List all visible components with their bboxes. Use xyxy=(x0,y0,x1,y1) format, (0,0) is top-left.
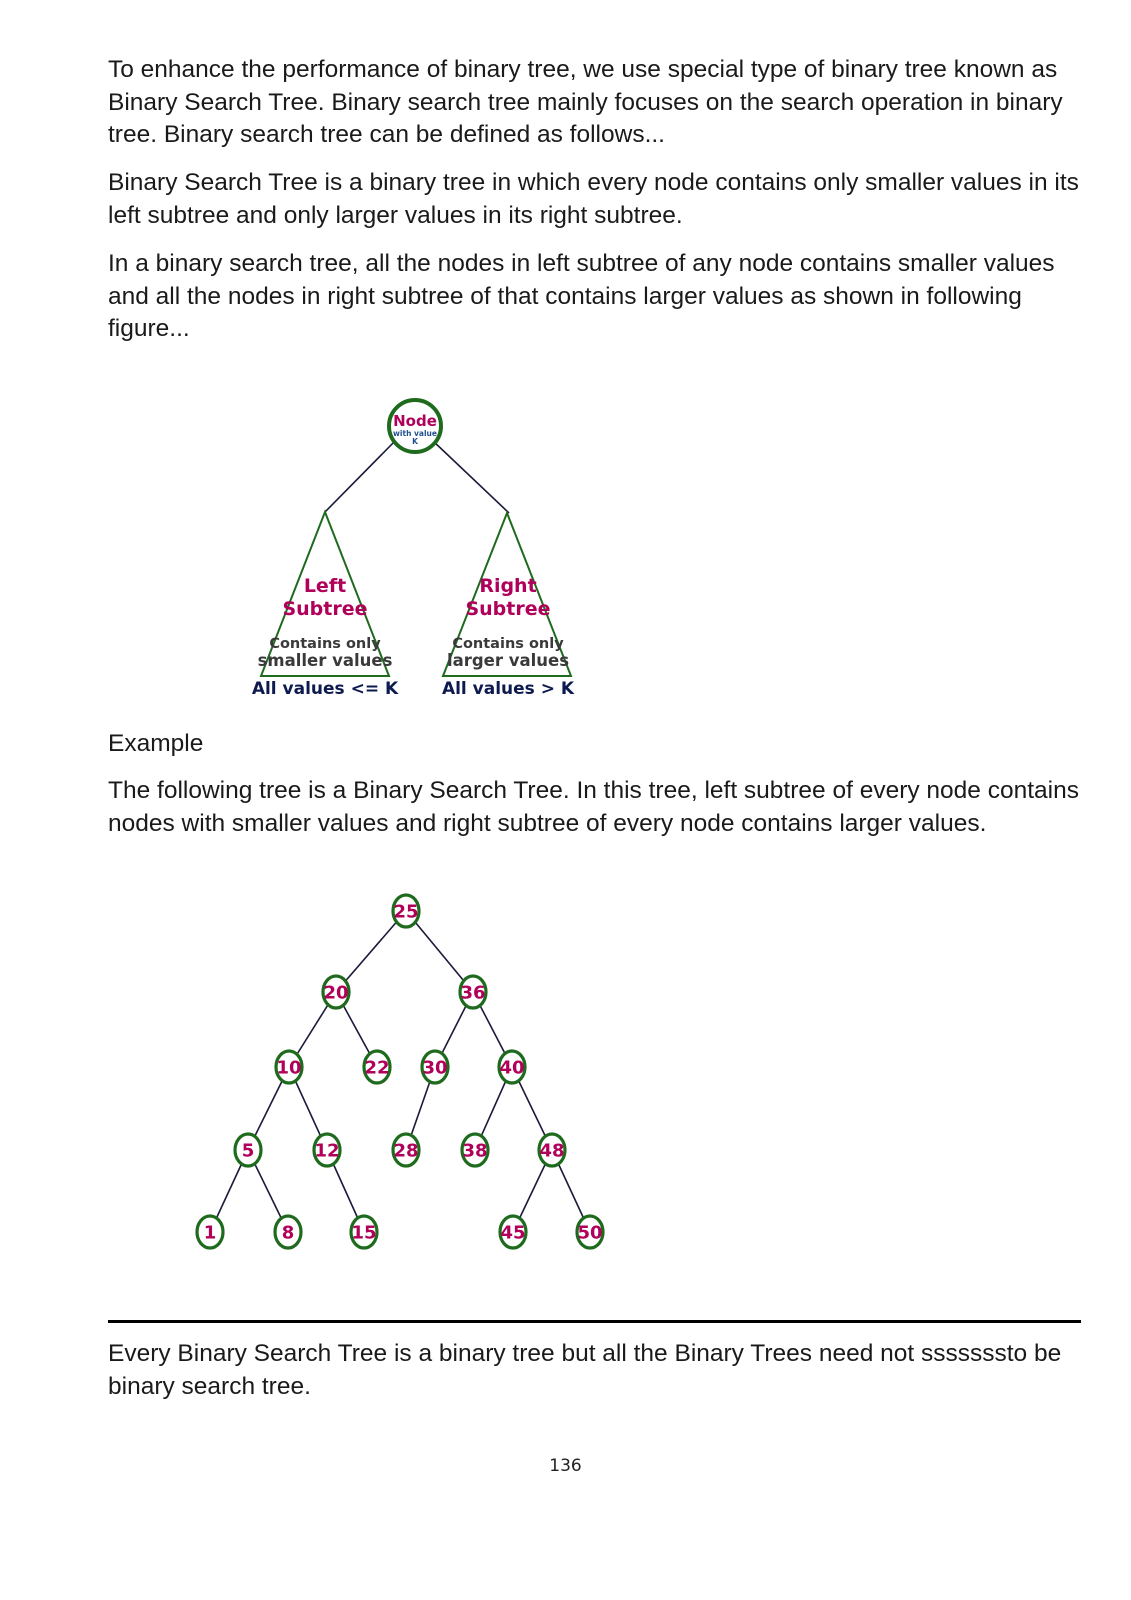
tree-node xyxy=(577,1216,603,1248)
tree-node xyxy=(314,1134,340,1166)
tree-node-label: 10 xyxy=(276,1057,302,1079)
example-heading: Example xyxy=(108,730,204,757)
tree-node xyxy=(499,1051,525,1083)
tree-node-label: 1 xyxy=(203,1222,217,1244)
left-subtree-range: All values <= K xyxy=(251,679,399,699)
horizontal-rule xyxy=(108,1320,1081,1323)
intro-paragraph: To enhance the performance of binary tree, we use special type of binary tree known as Binary Search Tree. Binary search tree mainly focuses on the search operation in binary tree. Binary search tree can be defined as follows... xyxy=(108,56,1063,148)
tree-node xyxy=(500,1216,526,1248)
tree-node xyxy=(323,976,349,1008)
tree-node-label: 28 xyxy=(393,1140,419,1162)
tree-node-label: 5 xyxy=(241,1140,255,1162)
left-subtree-title-1: Left xyxy=(303,575,347,597)
tree-node-label: 8 xyxy=(281,1222,295,1244)
tree-node-label: 15 xyxy=(351,1222,377,1244)
tree-node-label: 20 xyxy=(323,982,349,1004)
tree-node xyxy=(235,1134,261,1166)
left-subtree-title-2: Subtree xyxy=(282,598,368,620)
left-subtree-desc-1: Contains only xyxy=(269,636,381,652)
tree-node-label: 38 xyxy=(462,1140,488,1162)
tree-node xyxy=(393,1134,419,1166)
tree-edges xyxy=(210,911,590,1232)
right-subtree-range: All values > K xyxy=(441,679,575,699)
tree-node-label: 48 xyxy=(539,1140,565,1162)
tree-node xyxy=(351,1216,377,1248)
tree-node-label: 30 xyxy=(422,1057,448,1079)
root-node-title: Node xyxy=(393,412,437,430)
root-node-subtitle: with value xyxy=(393,429,437,438)
page-number: 136 xyxy=(549,1456,582,1476)
root-node-value: K xyxy=(412,437,418,446)
definition-paragraph: Binary Search Tree is a binary tree in which every node contains only smaller values in its left subtree and only larger values in its right subtree. xyxy=(108,169,1079,229)
tree-node xyxy=(364,1051,390,1083)
tree-node-label: 50 xyxy=(577,1222,603,1244)
tree-node xyxy=(539,1134,565,1166)
right-subtree-desc-2: larger values xyxy=(446,651,570,670)
tree-node xyxy=(422,1051,448,1083)
tree-node-label: 45 xyxy=(500,1222,526,1244)
tree-node xyxy=(275,1216,301,1248)
tree-node-label: 12 xyxy=(314,1140,340,1162)
tree-node-label: 25 xyxy=(393,901,419,923)
right-subtree-title-1: Right xyxy=(479,575,537,597)
explanation-paragraph: In a binary search tree, all the nodes in left subtree of any node contains smaller values and all the nodes in right subtree of that contains larger values as shown in following figure... xyxy=(108,250,1055,342)
closing-paragraph: Every Binary Search Tree is a binary tree but all the Binary Trees need not sssssssto be binary search tree. xyxy=(108,1340,1062,1400)
left-subtree-desc-2: smaller values xyxy=(257,651,393,670)
tree-node xyxy=(460,976,486,1008)
example-paragraph: The following tree is a Binary Search Tree. In this tree, left subtree of every node contains nodes with smaller values and right subtree of every node contains larger values. xyxy=(108,777,1079,837)
right-subtree-title-2: Subtree xyxy=(465,598,551,620)
tree-node-label: 22 xyxy=(364,1057,390,1079)
tree-node-label: 36 xyxy=(460,982,486,1004)
tree-node xyxy=(462,1134,488,1166)
tree-node xyxy=(197,1216,223,1248)
tree-node xyxy=(393,895,419,927)
right-subtree-desc-1: Contains only xyxy=(452,636,564,652)
tree-nodes xyxy=(197,895,603,1248)
tree-node-label: 40 xyxy=(499,1057,525,1079)
tree-node xyxy=(276,1051,302,1083)
